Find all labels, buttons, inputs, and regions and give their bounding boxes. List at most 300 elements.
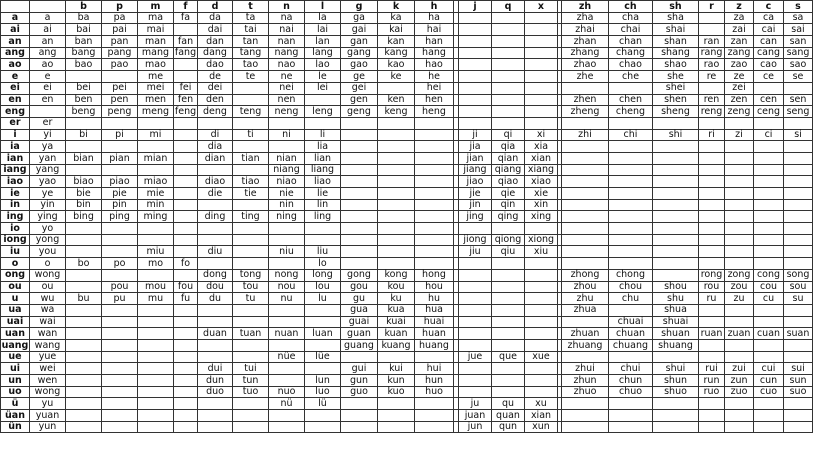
syllable-cell: pian bbox=[102, 152, 138, 164]
syllable-cell bbox=[415, 398, 454, 410]
syllable-cell: chun bbox=[609, 375, 653, 387]
syllable-cell: te bbox=[233, 71, 269, 83]
syllable-cell: qi bbox=[492, 129, 525, 141]
syllable-cell bbox=[415, 258, 454, 270]
syllable-cell: pou bbox=[102, 281, 138, 293]
syllable-cell bbox=[305, 410, 341, 422]
final-label: ei bbox=[1, 82, 30, 94]
syllable-cell: shen bbox=[653, 94, 699, 106]
syllable-cell: bing bbox=[66, 211, 102, 223]
final-label: iang bbox=[1, 164, 30, 176]
syllable-cell: suan bbox=[784, 328, 813, 340]
syllable-cell: shang bbox=[653, 47, 699, 59]
syllable-cell: fa bbox=[174, 12, 198, 24]
syllable-cell: jin bbox=[459, 199, 492, 211]
syllable-cell: xian bbox=[525, 410, 558, 422]
syllable-cell bbox=[653, 421, 699, 433]
syllable-cell: cong bbox=[754, 269, 784, 281]
syllable-cell bbox=[102, 164, 138, 176]
syllable-cell: kuai bbox=[378, 316, 415, 328]
syllable-cell: ba bbox=[66, 12, 102, 24]
syllable-cell: zuo bbox=[725, 386, 754, 398]
syllable-cell bbox=[525, 375, 558, 387]
syllable-cell: sui bbox=[784, 363, 813, 375]
syllable-cell bbox=[699, 339, 725, 351]
syllable-cell bbox=[653, 188, 699, 200]
syllable-cell: si bbox=[784, 129, 813, 141]
syllable-cell: nong bbox=[269, 269, 305, 281]
syllable-cell bbox=[378, 129, 415, 141]
syllable-cell: shou bbox=[653, 281, 699, 293]
syllable-cell bbox=[269, 375, 305, 387]
standalone-syllable: yu bbox=[30, 398, 66, 410]
syllable-cell bbox=[459, 316, 492, 328]
syllable-cell: zhai bbox=[562, 24, 609, 36]
final-label: üan bbox=[1, 410, 30, 422]
syllable-cell: ge bbox=[341, 71, 378, 83]
syllable-cell: xia bbox=[525, 141, 558, 153]
final-label: ia bbox=[1, 141, 30, 153]
syllable-cell bbox=[699, 117, 725, 129]
standalone-syllable: yin bbox=[30, 199, 66, 211]
syllable-cell bbox=[609, 141, 653, 153]
syllable-cell: sheng bbox=[653, 106, 699, 118]
final-label: ua bbox=[1, 304, 30, 316]
syllable-cell: reng bbox=[699, 106, 725, 118]
final-label: ü bbox=[1, 398, 30, 410]
syllable-cell bbox=[269, 410, 305, 422]
syllable-cell bbox=[754, 351, 784, 363]
syllable-cell: zheng bbox=[562, 106, 609, 118]
syllable-cell: hei bbox=[415, 82, 454, 94]
syllable-cell: pa bbox=[102, 12, 138, 24]
syllable-cell bbox=[562, 246, 609, 258]
syllable-cell bbox=[699, 24, 725, 36]
syllable-cell bbox=[341, 211, 378, 223]
syllable-cell bbox=[699, 223, 725, 235]
table-row bbox=[1, 258, 813, 270]
syllable-cell bbox=[754, 188, 784, 200]
syllable-cell: guan bbox=[341, 328, 378, 340]
syllable-cell: ren bbox=[699, 94, 725, 106]
syllable-cell: zhi bbox=[562, 129, 609, 141]
syllable-cell: mou bbox=[138, 281, 174, 293]
syllable-cell: pie bbox=[102, 188, 138, 200]
column-header bbox=[1, 1, 30, 13]
syllable-cell: nai bbox=[269, 24, 305, 36]
syllable-cell: da bbox=[198, 12, 233, 24]
syllable-cell: pin bbox=[102, 199, 138, 211]
syllable-cell: zhu bbox=[562, 293, 609, 305]
syllable-cell: tai bbox=[233, 24, 269, 36]
syllable-cell: jian bbox=[459, 152, 492, 164]
syllable-cell bbox=[138, 339, 174, 351]
column-header: q bbox=[492, 1, 525, 13]
syllable-cell bbox=[378, 223, 415, 235]
syllable-cell: shuan bbox=[653, 328, 699, 340]
syllable-cell: ling bbox=[305, 211, 341, 223]
syllable-cell: zhuo bbox=[562, 386, 609, 398]
syllable-cell bbox=[233, 199, 269, 211]
syllable-cell bbox=[66, 410, 102, 422]
syllable-cell: lei bbox=[305, 82, 341, 94]
table-row bbox=[1, 351, 813, 363]
syllable-cell bbox=[609, 199, 653, 211]
syllable-cell: miu bbox=[138, 246, 174, 258]
syllable-cell bbox=[233, 258, 269, 270]
syllable-cell: zhen bbox=[562, 94, 609, 106]
syllable-cell: rou bbox=[699, 281, 725, 293]
syllable-cell bbox=[653, 258, 699, 270]
final-label: an bbox=[1, 36, 30, 48]
final-label: er bbox=[1, 117, 30, 129]
syllable-cell bbox=[138, 410, 174, 422]
final-label: ai bbox=[1, 24, 30, 36]
syllable-cell bbox=[609, 117, 653, 129]
syllable-cell bbox=[725, 304, 754, 316]
syllable-cell bbox=[378, 246, 415, 258]
syllable-cell bbox=[102, 398, 138, 410]
column-header: z bbox=[725, 1, 754, 13]
syllable-cell: lia bbox=[305, 141, 341, 153]
syllable-cell: dian bbox=[198, 152, 233, 164]
syllable-cell bbox=[102, 141, 138, 153]
syllable-cell bbox=[174, 234, 198, 246]
syllable-cell bbox=[138, 351, 174, 363]
syllable-cell: qiao bbox=[492, 176, 525, 188]
syllable-cell bbox=[341, 152, 378, 164]
syllable-cell bbox=[525, 36, 558, 48]
standalone-syllable: e bbox=[30, 71, 66, 83]
syllable-cell bbox=[233, 316, 269, 328]
syllable-cell: nu bbox=[269, 293, 305, 305]
syllable-cell: dong bbox=[198, 269, 233, 281]
syllable-cell: se bbox=[784, 71, 813, 83]
table-body bbox=[1, 1, 813, 433]
syllable-cell bbox=[699, 82, 725, 94]
table-row bbox=[1, 106, 813, 118]
syllable-cell: shun bbox=[653, 375, 699, 387]
column-header bbox=[30, 1, 66, 13]
syllable-cell bbox=[653, 211, 699, 223]
syllable-cell: pan bbox=[102, 36, 138, 48]
syllable-cell: nen bbox=[269, 94, 305, 106]
syllable-cell bbox=[492, 82, 525, 94]
syllable-cell bbox=[525, 94, 558, 106]
standalone-syllable: a bbox=[30, 12, 66, 24]
standalone-syllable: yan bbox=[30, 152, 66, 164]
syllable-cell bbox=[699, 304, 725, 316]
syllable-cell bbox=[174, 398, 198, 410]
syllable-cell: chuai bbox=[609, 316, 653, 328]
syllable-cell: sou bbox=[784, 281, 813, 293]
syllable-cell bbox=[174, 410, 198, 422]
syllable-cell: can bbox=[754, 36, 784, 48]
syllable-cell: deng bbox=[198, 106, 233, 118]
syllable-cell: dai bbox=[198, 24, 233, 36]
syllable-cell bbox=[459, 94, 492, 106]
syllable-cell bbox=[754, 117, 784, 129]
syllable-cell bbox=[233, 234, 269, 246]
syllable-cell bbox=[174, 223, 198, 235]
syllable-cell bbox=[725, 223, 754, 235]
standalone-syllable: you bbox=[30, 246, 66, 258]
syllable-cell: duo bbox=[198, 386, 233, 398]
syllable-cell: chai bbox=[609, 24, 653, 36]
syllable-cell bbox=[174, 129, 198, 141]
syllable-cell: zao bbox=[725, 59, 754, 71]
syllable-cell: men bbox=[138, 94, 174, 106]
column-header: d bbox=[198, 1, 233, 13]
syllable-cell: xin bbox=[525, 199, 558, 211]
syllable-cell bbox=[492, 363, 525, 375]
syllable-cell bbox=[609, 188, 653, 200]
syllable-cell bbox=[138, 363, 174, 375]
syllable-cell bbox=[138, 164, 174, 176]
syllable-cell: hun bbox=[415, 375, 454, 387]
syllable-cell bbox=[138, 269, 174, 281]
syllable-cell bbox=[138, 316, 174, 328]
syllable-cell: she bbox=[653, 71, 699, 83]
syllable-cell bbox=[415, 141, 454, 153]
syllable-cell: zhun bbox=[562, 375, 609, 387]
syllable-cell bbox=[305, 94, 341, 106]
standalone-syllable: wai bbox=[30, 316, 66, 328]
syllable-cell bbox=[609, 351, 653, 363]
syllable-cell bbox=[754, 258, 784, 270]
syllable-cell: nüe bbox=[269, 351, 305, 363]
syllable-cell: zhuang bbox=[562, 339, 609, 351]
syllable-cell bbox=[492, 59, 525, 71]
syllable-cell: pu bbox=[102, 293, 138, 305]
syllable-cell bbox=[174, 339, 198, 351]
syllable-cell bbox=[174, 141, 198, 153]
syllable-cell bbox=[492, 117, 525, 129]
syllable-cell bbox=[525, 82, 558, 94]
standalone-syllable: ye bbox=[30, 188, 66, 200]
syllable-cell bbox=[459, 293, 492, 305]
syllable-cell bbox=[378, 421, 415, 433]
syllable-cell bbox=[653, 246, 699, 258]
syllable-cell bbox=[653, 176, 699, 188]
syllable-cell: niao bbox=[269, 176, 305, 188]
syllable-cell bbox=[66, 398, 102, 410]
syllable-cell bbox=[378, 164, 415, 176]
syllable-cell: cen bbox=[754, 94, 784, 106]
syllable-cell bbox=[525, 363, 558, 375]
syllable-cell bbox=[102, 269, 138, 281]
table-row bbox=[1, 234, 813, 246]
syllable-cell bbox=[699, 176, 725, 188]
syllable-cell: zhou bbox=[562, 281, 609, 293]
table-row bbox=[1, 339, 813, 351]
column-header: ch bbox=[609, 1, 653, 13]
syllable-cell bbox=[269, 117, 305, 129]
syllable-cell bbox=[174, 421, 198, 433]
syllable-cell bbox=[609, 152, 653, 164]
syllable-cell: liang bbox=[305, 164, 341, 176]
syllable-cell: lai bbox=[305, 24, 341, 36]
syllable-cell bbox=[609, 211, 653, 223]
syllable-cell: tu bbox=[233, 293, 269, 305]
syllable-cell: den bbox=[198, 94, 233, 106]
standalone-syllable: ao bbox=[30, 59, 66, 71]
syllable-cell: fei bbox=[174, 82, 198, 94]
syllable-cell bbox=[562, 410, 609, 422]
syllable-cell: qiang bbox=[492, 164, 525, 176]
syllable-cell bbox=[699, 410, 725, 422]
syllable-cell: ming bbox=[138, 211, 174, 223]
syllable-cell: dou bbox=[198, 281, 233, 293]
syllable-cell bbox=[198, 421, 233, 433]
syllable-cell bbox=[492, 304, 525, 316]
syllable-cell bbox=[102, 304, 138, 316]
final-label: in bbox=[1, 199, 30, 211]
syllable-cell bbox=[699, 188, 725, 200]
syllable-cell: min bbox=[138, 199, 174, 211]
syllable-cell bbox=[102, 375, 138, 387]
syllable-cell: tun bbox=[233, 375, 269, 387]
syllable-cell: chong bbox=[609, 269, 653, 281]
syllable-cell: quan bbox=[492, 410, 525, 422]
syllable-cell bbox=[415, 188, 454, 200]
syllable-cell bbox=[378, 398, 415, 410]
table-row bbox=[1, 188, 813, 200]
syllable-cell: hai bbox=[415, 24, 454, 36]
column-header: t bbox=[233, 1, 269, 13]
syllable-cell bbox=[66, 304, 102, 316]
syllable-cell: chou bbox=[609, 281, 653, 293]
syllable-cell: gou bbox=[341, 281, 378, 293]
syllable-cell: shua bbox=[653, 304, 699, 316]
syllable-cell: he bbox=[415, 71, 454, 83]
syllable-cell: pi bbox=[102, 129, 138, 141]
syllable-cell: pen bbox=[102, 94, 138, 106]
syllable-cell bbox=[725, 258, 754, 270]
standalone-syllable: ai bbox=[30, 24, 66, 36]
syllable-cell bbox=[754, 398, 784, 410]
syllable-cell bbox=[174, 152, 198, 164]
table-row bbox=[1, 12, 813, 24]
syllable-cell bbox=[66, 223, 102, 235]
syllable-cell: teng bbox=[233, 106, 269, 118]
syllable-cell bbox=[198, 398, 233, 410]
syllable-cell: dang bbox=[198, 47, 233, 59]
syllable-cell bbox=[492, 386, 525, 398]
standalone-syllable: yuan bbox=[30, 410, 66, 422]
syllable-cell: shao bbox=[653, 59, 699, 71]
syllable-cell: pao bbox=[102, 59, 138, 71]
standalone-syllable: en bbox=[30, 94, 66, 106]
table-row bbox=[1, 129, 813, 141]
syllable-cell bbox=[66, 386, 102, 398]
syllable-cell bbox=[341, 223, 378, 235]
syllable-cell: nian bbox=[269, 152, 305, 164]
syllable-cell bbox=[198, 339, 233, 351]
syllable-cell: shu bbox=[653, 293, 699, 305]
syllable-cell: xiong bbox=[525, 234, 558, 246]
syllable-cell bbox=[459, 12, 492, 24]
syllable-cell: jie bbox=[459, 188, 492, 200]
syllable-cell: long bbox=[305, 269, 341, 281]
standalone-syllable: ying bbox=[30, 211, 66, 223]
syllable-cell bbox=[562, 176, 609, 188]
syllable-cell bbox=[415, 211, 454, 223]
syllable-cell bbox=[233, 339, 269, 351]
syllable-cell bbox=[138, 304, 174, 316]
syllable-cell bbox=[459, 24, 492, 36]
syllable-cell: chen bbox=[609, 94, 653, 106]
syllable-cell bbox=[138, 328, 174, 340]
syllable-cell: zeng bbox=[725, 106, 754, 118]
table-row bbox=[1, 281, 813, 293]
syllable-cell bbox=[784, 351, 813, 363]
syllable-cell: ban bbox=[66, 36, 102, 48]
syllable-cell: po bbox=[102, 258, 138, 270]
syllable-cell: huai bbox=[415, 316, 454, 328]
syllable-cell bbox=[459, 375, 492, 387]
syllable-cell bbox=[784, 141, 813, 153]
table-row bbox=[1, 363, 813, 375]
syllable-cell bbox=[174, 59, 198, 71]
column-header: k bbox=[378, 1, 415, 13]
syllable-cell: lü bbox=[305, 398, 341, 410]
syllable-cell: qin bbox=[492, 199, 525, 211]
syllable-cell bbox=[492, 94, 525, 106]
standalone-syllable: ang bbox=[30, 47, 66, 59]
syllable-cell: tui bbox=[233, 363, 269, 375]
syllable-cell bbox=[609, 82, 653, 94]
final-label: uang bbox=[1, 339, 29, 351]
syllable-cell bbox=[609, 398, 653, 410]
syllable-cell bbox=[66, 164, 102, 176]
final-label: io bbox=[1, 223, 30, 235]
syllable-cell bbox=[459, 106, 492, 118]
syllable-cell: chuo bbox=[609, 386, 653, 398]
syllable-cell bbox=[725, 164, 754, 176]
syllable-cell bbox=[725, 410, 754, 422]
syllable-cell: kan bbox=[378, 36, 415, 48]
syllable-cell bbox=[525, 304, 558, 316]
standalone-syllable: yang bbox=[30, 164, 66, 176]
syllable-cell: na bbox=[269, 12, 305, 24]
standalone-syllable: wu bbox=[30, 293, 66, 305]
syllable-cell bbox=[609, 246, 653, 258]
table-row bbox=[1, 59, 813, 71]
syllable-cell: cao bbox=[754, 59, 784, 71]
standalone-syllable: yo bbox=[30, 223, 66, 235]
syllable-cell bbox=[102, 421, 138, 433]
syllable-cell: san bbox=[784, 36, 813, 48]
syllable-cell bbox=[269, 316, 305, 328]
column-header: r bbox=[699, 1, 725, 13]
syllable-cell: nü bbox=[269, 398, 305, 410]
final-label: eng bbox=[1, 106, 30, 118]
syllable-cell bbox=[784, 176, 813, 188]
syllable-cell bbox=[609, 258, 653, 270]
syllable-cell bbox=[305, 223, 341, 235]
syllable-cell bbox=[233, 141, 269, 153]
syllable-cell bbox=[609, 223, 653, 235]
syllable-cell: ting bbox=[233, 211, 269, 223]
syllable-cell: chuang bbox=[609, 339, 653, 351]
final-label: iu bbox=[1, 246, 30, 258]
table-row bbox=[1, 304, 813, 316]
syllable-cell bbox=[653, 199, 699, 211]
syllable-cell bbox=[754, 410, 784, 422]
syllable-cell bbox=[725, 421, 754, 433]
syllable-cell bbox=[459, 36, 492, 48]
